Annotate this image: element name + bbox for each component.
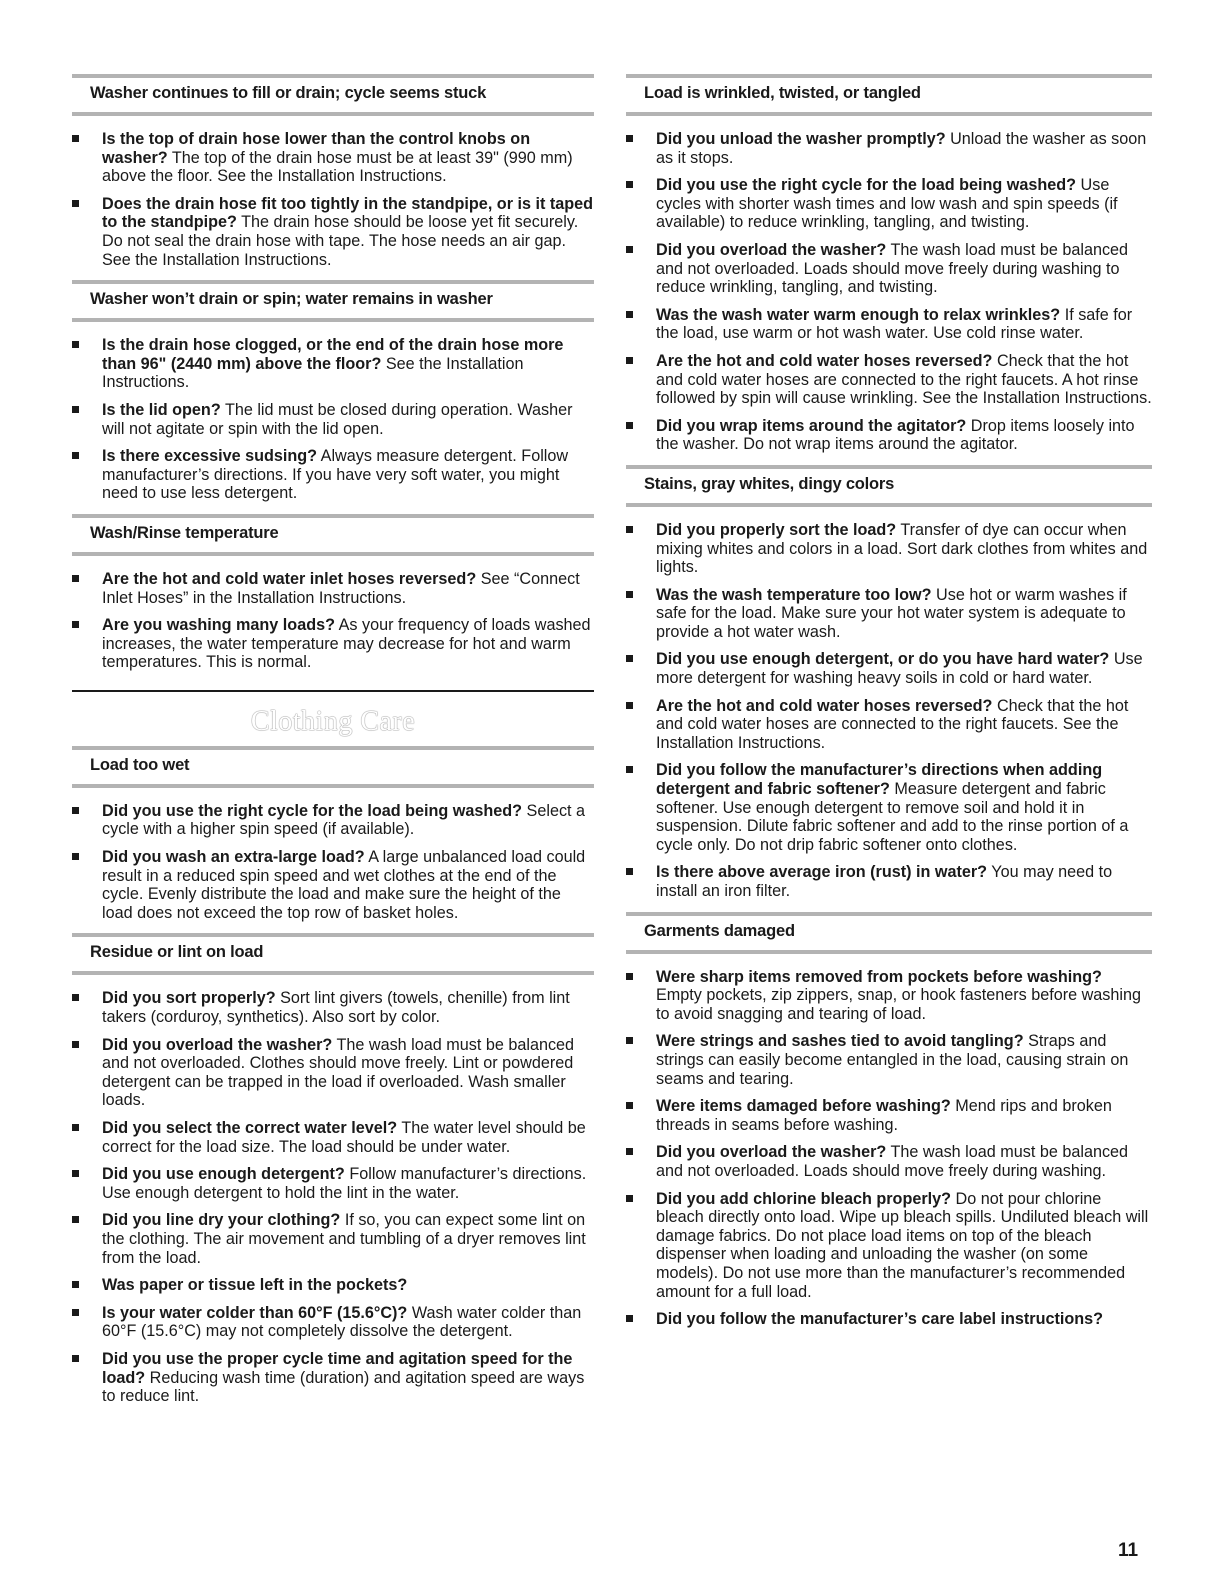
question-text: Are you washing many loads? (102, 616, 335, 635)
question-text: Are the hot and cold water hoses reversed? (656, 696, 993, 715)
answer-text: You may need to install an iron filter. (656, 863, 1113, 900)
question-text: Is there excessive sudsing? (102, 447, 318, 466)
question-text: Did you properly sort the load? (656, 520, 897, 539)
dotted-rule (626, 912, 1152, 916)
square-bullet-icon (626, 135, 633, 142)
square-bullet-icon (72, 1124, 79, 1131)
dotted-rule (626, 503, 1152, 507)
list-item (626, 130, 1152, 167)
question-text: Was the wash water warm enough to relax wrinkles? (656, 305, 1061, 324)
list-item (72, 848, 594, 922)
square-bullet-icon (72, 575, 79, 582)
answer-text: Wash water colder than 60°F (15.6°C) may not completely dissolve the detergent. (102, 1303, 582, 1341)
section-header (72, 72, 594, 118)
square-bullet-icon (626, 311, 633, 318)
section-title: Wash/Rinse temperature (90, 523, 279, 542)
square-bullet-icon (626, 357, 633, 364)
section-title: Washer continues to fill or drain; cycle seems stuck (90, 84, 487, 102)
square-bullet-icon (626, 591, 633, 598)
section-title: Garments damaged (644, 921, 795, 940)
dotted-rule (626, 74, 1152, 78)
list-item (626, 176, 1152, 232)
question-text: Did you add chlorine bleach properly? (656, 1189, 952, 1208)
square-bullet-icon (626, 1148, 633, 1155)
answer-text: Reducing wash time (duration) and agitation speed are ways to reduce lint. (102, 1368, 585, 1406)
section-header (626, 72, 1152, 118)
square-bullet-icon (72, 341, 79, 348)
square-bullet-icon (72, 621, 79, 628)
question-text: Was paper or tissue left in the pockets? (102, 1276, 408, 1295)
dotted-rule (626, 950, 1152, 954)
section-title: Load too wet (90, 755, 190, 774)
answer-text: The wash load must be balanced and not overloaded. Loads should move freely during washing. (656, 1143, 1129, 1180)
answer-text: The lid must be closed during operation. Washer will not agitate or spin with the lid open. (102, 400, 573, 438)
square-bullet-icon (626, 868, 633, 875)
question-text: Are the hot and cold water inlet hoses reversed? (102, 569, 477, 588)
section-header (72, 744, 594, 790)
question-text: Was the wash temperature too low? (656, 585, 932, 604)
answer-text: Use cycles with shorter wash times and low wash and spin speeds (if available) to reduce wrinkling, tangling, and twisting. (656, 176, 1118, 232)
question-text: Did you use the proper cycle time and agitation speed for the load? (102, 1349, 573, 1387)
list-item (626, 352, 1152, 408)
square-bullet-icon (626, 766, 633, 773)
list-item (626, 1097, 1152, 1134)
square-bullet-icon (72, 452, 79, 459)
answer-text: The wash load must be balanced and not overloaded. Clothes should move freely. Lint or powdered detergent can be trapped in the load if overloaded. Wash smaller loads. (102, 1035, 575, 1110)
question-text: Did you use enough detergent? (102, 1165, 345, 1184)
answer-text: See the Installation Instructions. (102, 354, 524, 392)
square-bullet-icon (72, 1309, 79, 1316)
dotted-rule (626, 112, 1152, 116)
list-item (72, 1036, 594, 1110)
list-item (72, 1211, 594, 1267)
question-list (626, 130, 1152, 454)
list-item (626, 521, 1152, 577)
square-bullet-icon (72, 135, 79, 142)
dotted-rule (72, 552, 594, 556)
list-item (626, 1143, 1152, 1180)
square-bullet-icon (626, 1102, 633, 1109)
answer-text: Sort lint givers (towels, chenille) from lint takers (corduroy, synthetics). Also sort by color. (102, 989, 570, 1027)
section-title: Washer won’t drain or spin; water remains in washer (90, 290, 493, 309)
section-load-is-wrinkled-twisted-or-tangled (626, 72, 1152, 454)
list-item (626, 306, 1152, 343)
clothing-care-banner: Clothing Care (250, 705, 416, 737)
square-bullet-icon (72, 200, 79, 207)
section-header (72, 931, 594, 977)
list-item (72, 1276, 594, 1295)
question-list (72, 336, 594, 503)
answer-text: The drain hose should be loose yet fit securely. Do not seal the drain hose with tape. The hose needs an air gap. See the Installation Instructions. (102, 213, 579, 269)
list-item (72, 616, 594, 672)
section-load-too-wet (72, 744, 594, 923)
dotted-rule (72, 112, 594, 116)
question-text: Is the top of drain hose lower than the control knobs on washer? (102, 130, 531, 167)
question-list (72, 989, 594, 1405)
square-bullet-icon (626, 246, 633, 253)
square-bullet-icon (72, 807, 79, 814)
question-text: Did you follow the manufacturer’s directions when adding detergent and fabric softener? (656, 761, 1103, 799)
list-item (72, 802, 594, 839)
list-item (626, 697, 1152, 753)
square-bullet-icon (626, 1315, 633, 1322)
answer-text: As your frequency of loads washed increases, the water temperature may decrease for hot and warm temperatures. This is normal. (102, 616, 591, 672)
dotted-rule (72, 746, 594, 750)
square-bullet-icon (626, 702, 633, 709)
square-bullet-icon (72, 994, 79, 1001)
list-item (72, 401, 594, 438)
square-bullet-icon (626, 526, 633, 533)
answer-text: Select a cycle with a higher spin speed (if available). (102, 801, 586, 839)
answer-text: Check that the hot and cold water hoses are connected to the right faucets. See the Installation Instructions. (656, 696, 1129, 752)
list-item (72, 1165, 594, 1202)
answer-text: Unload the washer as soon as it stops. (656, 130, 1147, 167)
question-text: Is the lid open? (102, 400, 221, 419)
question-text: Were items damaged before washing? (656, 1097, 951, 1116)
list-item (72, 130, 594, 186)
question-text: Did you line dry your clothing? (102, 1211, 341, 1230)
square-bullet-icon (626, 181, 633, 188)
question-text: Were strings and sashes tied to avoid tangling? (656, 1032, 1024, 1051)
answer-text: Measure detergent and fabric softener. Use enough detergent to remove soil and hold it in suspension. Dilute fabric softener and add to the rinse portion of a cycle only. Do not drip fabric softener onto clothes. (656, 780, 1129, 854)
square-bullet-icon (626, 1195, 633, 1202)
answer-text: Do not pour chlorine bleach directly onto load. Wipe up bleach spills. Undiluted bleach will damage fabrics. Do not place load items on top of the bleach dispenser when loading and unloading the washer (on some models). Do not use more than the manufacturer’s recommended amount for a full load. (656, 1189, 1149, 1301)
section-washer-won-t-drain-or-spin-water-remains (72, 278, 594, 503)
answer-text: Straps and strings can easily become entangled in the load, causing strain on seams and tearing. (656, 1032, 1129, 1088)
dotted-rule (72, 318, 594, 322)
list-item (72, 1304, 594, 1341)
list-item (626, 968, 1152, 1024)
answer-text: Always measure detergent. Follow manufacturer’s directions. If you have very soft water, you might need to use less detergent. (102, 447, 569, 503)
question-text: Is there above average iron (rust) in water? (656, 863, 988, 882)
question-text: Did you overload the washer? (656, 1143, 887, 1162)
question-text: Did you follow the manufacturer’s care label instructions? (656, 1310, 1104, 1329)
square-bullet-icon (626, 973, 633, 980)
answer-text: Transfer of dye can occur when mixing whites and colors in a load. Sort dark clothes from whites and lights. (656, 520, 1148, 577)
dotted-rule (72, 933, 594, 937)
square-bullet-icon (72, 853, 79, 860)
page-number: 11 (1118, 1540, 1139, 1561)
list-item (626, 417, 1152, 454)
dotted-rule (72, 784, 594, 788)
list-item (72, 1350, 594, 1406)
section-stains-gray-whites-dingy-colors (626, 463, 1152, 901)
square-bullet-icon (626, 422, 633, 429)
answer-text: A large unbalanced load could result in a reduced spin speed and wet clothes at the end of the cycle. Evenly distribute the load and make sure the height of the load does not exceed the top row of basket holes. (102, 848, 586, 922)
question-text: Did you wrap items around the agitator? (656, 416, 967, 435)
list-item (72, 989, 594, 1026)
left-column (72, 72, 594, 1415)
list-item (626, 586, 1152, 642)
question-list (626, 521, 1152, 901)
section-header (626, 910, 1152, 956)
question-list (72, 802, 594, 923)
question-text: Does the drain hose fit too tightly in the standpipe, or is it taped to the standpipe? (102, 194, 594, 232)
section-garments-damaged (626, 910, 1152, 1329)
square-bullet-icon (626, 655, 633, 662)
question-text: Did you use enough detergent, or do you have hard water? (656, 650, 1110, 669)
square-bullet-icon (72, 1216, 79, 1223)
list-item (626, 1032, 1152, 1088)
question-text: Did you sort properly? (102, 989, 276, 1008)
list-item (626, 650, 1152, 687)
answer-text: The top of the drain hose must be at least 39" (990 mm) above the floor. See the Installation Instructions. (102, 148, 573, 186)
question-list (626, 968, 1152, 1329)
question-text: Is the drain hose clogged, or the end of the drain hose more than 96" (2440 mm) above the floor? (102, 336, 564, 373)
question-text: Did you overload the washer? (102, 1035, 333, 1054)
section-header (72, 512, 594, 558)
list-item (72, 336, 594, 392)
square-bullet-icon (72, 406, 79, 413)
square-bullet-icon (72, 1170, 79, 1177)
list-item (72, 447, 594, 503)
question-text: Is your water colder than 60°F (15.6°C)? (102, 1303, 408, 1322)
answer-text: Mend rips and broken threads in seams before washing. (656, 1097, 1112, 1134)
answer-text: Empty pockets, zip zippers, snap, or hook fasteners before washing to avoid snagging and tearing of load. (656, 986, 1141, 1023)
section-divider-rule (72, 690, 594, 692)
list-item (72, 195, 594, 269)
question-text: Did you overload the washer? (656, 240, 887, 259)
answer-text: Follow manufacturer’s directions. Use enough detergent to hold the lint in the water. (102, 1165, 587, 1202)
list-item (626, 863, 1152, 900)
dotted-rule (72, 74, 594, 78)
dotted-rule (72, 971, 594, 975)
square-bullet-icon (626, 1037, 633, 1044)
dotted-rule (72, 514, 594, 518)
list-item (626, 761, 1152, 854)
section-header (626, 463, 1152, 509)
question-text: Were sharp items removed from pockets before washing? (656, 967, 1102, 986)
question-text: Did you unload the washer promptly? (656, 130, 946, 148)
question-text: Are the hot and cold water hoses reversed? (656, 351, 993, 370)
right-sections (626, 72, 1152, 1329)
square-bullet-icon (72, 1355, 79, 1362)
question-text: Did you select the correct water level? (102, 1119, 398, 1137)
answer-text: Use hot or warm washes if safe for the load. Make sure your hot water system is adequate to provide a hot water wash. (656, 585, 1127, 641)
answer-text: Check that the hot and cold water hoses are connected to the right faucets. A hot rinse followed by spin will cause wrinkling. See the Installation Instructions. (656, 351, 1152, 408)
answer-text: If so, you can expect some lint on the clothing. The air movement and tumbling of a dryer removes lint from the load. (102, 1211, 586, 1267)
question-list (72, 130, 594, 269)
answer-text: If safe for the load, use warm or hot wash water. Use cold rinse water. (656, 305, 1133, 343)
right-column (626, 72, 1152, 1338)
question-text: Did you use the right cycle for the load being washed? (102, 801, 523, 820)
answer-text: The water level should be correct for the load size. The load should be under water. (102, 1119, 586, 1156)
section-residue-or-lint-on-load (72, 931, 594, 1405)
dotted-rule (72, 280, 594, 284)
left-sections-before (72, 72, 594, 672)
list-item (626, 241, 1152, 297)
list-item (72, 570, 594, 607)
question-text: Did you use the right cycle for the load being washed? (656, 176, 1077, 195)
square-bullet-icon (72, 1041, 79, 1048)
question-text: Did you wash an extra-large load? (102, 848, 365, 867)
question-list (72, 570, 594, 672)
list-item (626, 1310, 1152, 1329)
section-wash-rinse-temperature (72, 512, 594, 672)
list-item (626, 1190, 1152, 1302)
dotted-rule (626, 465, 1152, 469)
section-header (72, 278, 594, 324)
section-title: Stains, gray whites, dingy colors (644, 474, 895, 493)
left-sections-after (72, 744, 594, 1406)
section-washer-continues-to-fill-or-drain-cycle- (72, 72, 594, 269)
answer-text: Use more detergent for washing heavy soils in cold or hard water. (656, 650, 1143, 688)
square-bullet-icon (72, 1281, 79, 1288)
answer-text: Drop items loosely into the washer. Do not wrap items around the agitator. (656, 416, 1135, 454)
list-item (72, 1119, 594, 1156)
answer-text: See “Connect Inlet Hoses” in the Installation Instructions. (102, 569, 580, 607)
answer-text: The wash load must be balanced and not overloaded. Loads should move freely during washing to reduce wrinkling, tangling, and twisting. (656, 240, 1129, 297)
section-title: Load is wrinkled, twisted, or tangled (644, 84, 921, 102)
section-title: Residue or lint on load (90, 943, 264, 962)
